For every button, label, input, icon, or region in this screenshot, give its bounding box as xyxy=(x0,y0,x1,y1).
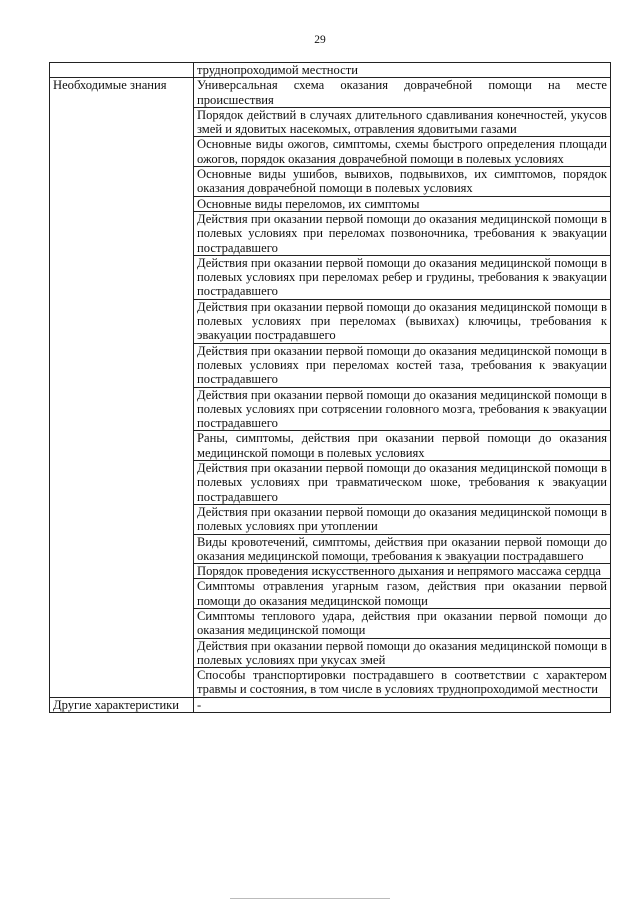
knowledge-item: Порядок проведения искусственного дыхания и непрямого массажа сердца xyxy=(194,564,611,579)
knowledge-item: Действия при оказании первой помощи до оказания медицинской помощи в полевых условиях при переломах ребер и грудины, требования к эвакуации пострадавшего xyxy=(194,255,611,299)
knowledge-item: Виды кровотечений, симптомы, действия при оказании первой помощи до оказания медицинской помощи, требования к эвакуации пострадавшего xyxy=(194,534,611,564)
knowledge-item: Способы транспортировки пострадавшего в соответствии с характером травмы и состояния, в том числе в условиях труднопроходимой местности xyxy=(194,668,611,698)
table-row-other xyxy=(50,697,611,712)
knowledge-item: Симптомы теплового удара, действия при оказании первой помощи до оказания медицинской помощи xyxy=(194,608,611,638)
continuation-cell: труднопроходимой местности xyxy=(194,63,611,78)
knowledge-item: Действия при оказании первой помощи до оказания медицинской помощи в полевых условиях при переломах костей таза, требования к эвакуации пострадавшего xyxy=(194,343,611,387)
knowledge-item: Действия при оказании первой помощи до оказания медицинской помощи в полевых условиях при переломах (вывихах) ключицы, требования к эвакуации пострадавшего xyxy=(194,299,611,343)
label-cell-empty xyxy=(50,63,194,78)
bottom-divider xyxy=(230,898,390,899)
knowledge-item: Симптомы отравления угарным газом, действия при оказании первой помощи до оказания медицинской помощи xyxy=(194,579,611,609)
knowledge-item: Действия при оказании первой помощи до оказания медицинской помощи в полевых условиях при сотрясении головного мозга, требования к эвакуации пострадавшего xyxy=(194,387,611,431)
knowledge-item: Действия при оказании первой помощи до оказания медицинской помощи в полевых условиях при переломах позвоночника, требования к эвакуации пострадавшего xyxy=(194,211,611,255)
knowledge-label: Необходимые знания xyxy=(50,78,194,697)
knowledge-item: Основные виды ожогов, симптомы, схемы быстрого определения площади ожогов, порядок оказания доврачебной помощи в полевых условиях xyxy=(194,137,611,167)
table-row-continuation xyxy=(50,63,611,78)
knowledge-item: Действия при оказании первой помощи до оказания медицинской помощи в полевых условиях при травматическом шоке, требования к эвакуации пострадавшего xyxy=(194,461,611,505)
knowledge-item: Действия при оказании первой помощи до оказания медицинской помощи в полевых условиях при утоплении xyxy=(194,504,611,534)
knowledge-item: Основные виды переломов, их симптомы xyxy=(194,196,611,211)
knowledge-item: Порядок действий в случаях длительного сдавливания конечностей, укусов змей и ядовитых насекомых, отравления ядовитыми газами xyxy=(194,107,611,137)
knowledge-item: Основные виды ушибов, вывихов, подвывихов, их симптомов, порядок оказания доврачебной помощи в полевых условиях xyxy=(194,167,611,197)
other-characteristics-value: - xyxy=(194,697,611,712)
other-characteristics-label: Другие характеристики xyxy=(50,697,194,712)
knowledge-item: Раны, симптомы, действия при оказании первой помощи до оказания медицинской помощи в полевых условиях xyxy=(194,431,611,461)
knowledge-item: Действия при оказании первой помощи до оказания медицинской помощи в полевых условиях при укусах змей xyxy=(194,638,611,668)
table-row xyxy=(50,78,611,108)
page-number: 29 xyxy=(314,34,326,46)
qualification-table xyxy=(49,62,611,713)
knowledge-item: Универсальная схема оказания доврачебной помощи на месте происшествия xyxy=(194,78,611,108)
